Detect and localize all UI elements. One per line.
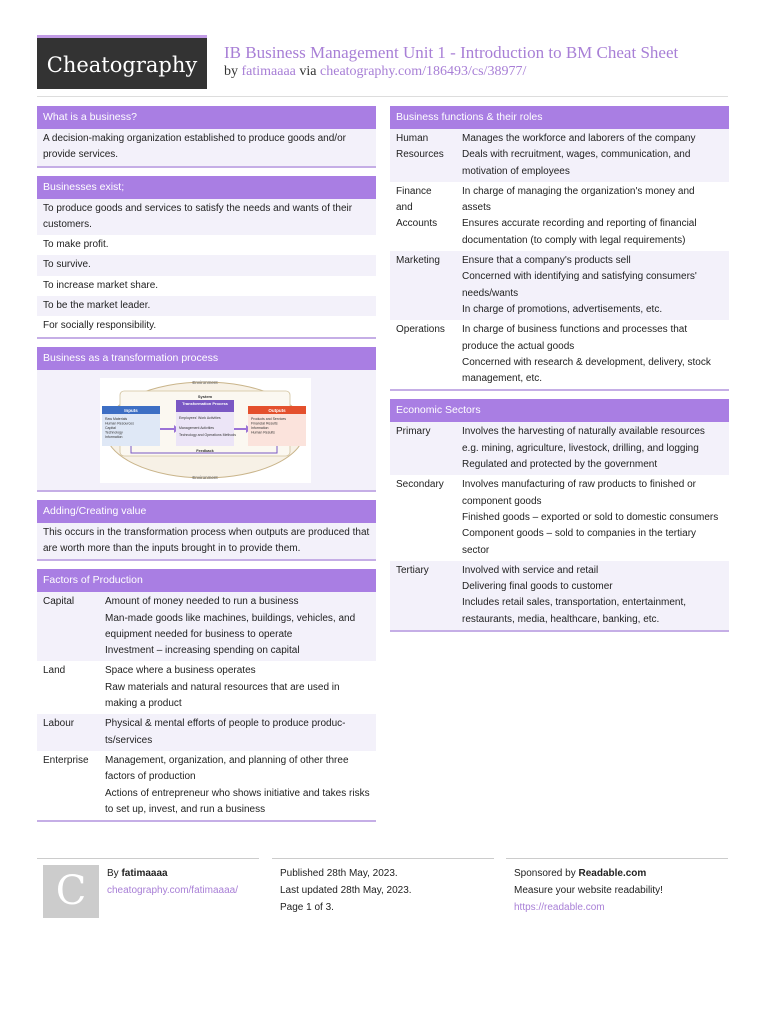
- table-row: [390, 422, 729, 475]
- list-item: To be the market leader.: [37, 296, 376, 316]
- outputs-label: Outputs: [268, 407, 286, 413]
- row-line: Amount of money needed to run a business: [105, 596, 299, 608]
- row-key: Tertiary: [396, 564, 429, 576]
- section-businesses-exist: [37, 176, 376, 339]
- table-row: [390, 182, 729, 251]
- process-item: Employees' Work Activities: [179, 415, 221, 420]
- row-line: Physical & mental efforts of people to produce produc-ts/services: [105, 718, 346, 746]
- section-factors-of-production: [37, 569, 376, 822]
- list-item: To produce goods and services to satisfy the needs and wants of their customers.: [37, 199, 376, 236]
- table-row: [390, 561, 729, 630]
- row-line: Actions of entrepreneur who shows initiative and takes risks to set up, invest, and run a business: [105, 787, 370, 815]
- row-value: [105, 594, 370, 659]
- row-line: Space where a business operates: [105, 665, 256, 677]
- row-line: Involves the harvesting of naturally available resources e.g. mining, agriculture, livestock, drilling, and logging: [462, 426, 705, 454]
- row-value: [105, 663, 370, 712]
- row-key: Land: [43, 665, 66, 677]
- page-number: Page 1 of 3.: [280, 902, 334, 913]
- inputs-item: Human Resources: [105, 421, 134, 426]
- row-line: Man-made goods like machines, buildings, vehicles, and equipment needed for business to operate: [105, 612, 356, 640]
- sponsor-link[interactable]: https://readable.com: [514, 902, 605, 913]
- footer-dates: [280, 865, 412, 916]
- footer-divider: [37, 858, 259, 859]
- row-value: [105, 753, 370, 818]
- row-value: [462, 477, 723, 558]
- environment-bottom-label: Environment: [192, 474, 218, 480]
- section-heading: Business as a transformation process: [37, 347, 376, 370]
- row-value: [462, 424, 723, 473]
- row-line: Involves manufacturing of raw products to finished or component goods: [462, 479, 697, 507]
- author-avatar[interactable]: [43, 865, 99, 918]
- footer-author-name: fatimaaaa: [121, 868, 168, 879]
- row-key: Human Resources: [396, 133, 444, 161]
- outputs-item: Human Results: [251, 430, 275, 435]
- row-key: Marketing: [396, 255, 440, 267]
- row-line: Component goods – sold to companies in the tertiary sector: [462, 528, 697, 556]
- row-key: Enterprise: [43, 754, 89, 766]
- row-line: Ensure that a company's products sell: [462, 255, 631, 267]
- system-label: System: [197, 393, 213, 399]
- transformation-diagram: [100, 378, 311, 483]
- table-row: [37, 592, 376, 661]
- avatar-letter: C: [55, 868, 87, 914]
- transformation-diagram-svg: [100, 378, 311, 483]
- process-item: Technology and Operations Methods: [179, 432, 237, 437]
- sponsor-tagline: Measure your website readability!: [514, 885, 663, 896]
- section-text: This occurs in the transformation process when outputs are produced that are worth more than the inputs brought in to provide them.: [37, 523, 376, 560]
- row-value: [462, 184, 723, 249]
- footer-divider: [506, 858, 728, 859]
- byline: [224, 64, 526, 80]
- row-line: Raw materials and natural resources that are used in making a product: [105, 681, 340, 710]
- list-item: For socially responsibility.: [37, 316, 376, 336]
- section-heading: Factors of Production: [37, 569, 376, 592]
- row-line: In charge of promotions, advertisements, etc.: [462, 303, 663, 315]
- table-row: [37, 714, 376, 751]
- byline-via: via: [295, 64, 321, 79]
- list-item: To increase market share.: [37, 276, 376, 296]
- section-text: A decision-making organization established to produce goods and/or provide services.: [37, 129, 376, 166]
- table-row: [37, 661, 376, 714]
- footer-author-link[interactable]: cheatography.com/fatimaaaa/: [107, 885, 239, 896]
- diagram-container: [37, 370, 376, 490]
- row-line: Finished goods – exported or sold to domestic consumers: [462, 511, 719, 523]
- section-economic-sectors: [390, 399, 729, 632]
- section-heading: Economic Sectors: [390, 399, 729, 422]
- row-key: Operations: [396, 324, 445, 336]
- table-row: [390, 251, 729, 320]
- right-column: [390, 106, 729, 640]
- sponsor-name: Readable.com: [578, 868, 647, 879]
- process-item: Management Activities: [179, 425, 215, 430]
- left-column: [37, 106, 376, 830]
- inputs-item: Information: [105, 434, 123, 439]
- row-line: Includes retail sales, transportation, entertainment, restaurants, media, healthcare, banking, etc.: [462, 597, 687, 625]
- row-line: Investment – increasing spending on capital: [105, 645, 300, 657]
- footer-divider: [272, 858, 494, 859]
- row-value: [462, 322, 723, 387]
- sheet-url-link[interactable]: cheatography.com/186493/cs/38977/: [320, 64, 527, 79]
- row-line: Delivering final goods to customer: [462, 581, 613, 593]
- environment-top-label: Environment: [192, 379, 218, 385]
- row-line: Ensures accurate recording and reporting of financial documentation (to comply with legal requirements): [462, 218, 697, 246]
- byline-prefix: by: [224, 64, 242, 79]
- outputs-item: Products and Services: [251, 416, 287, 421]
- sponsor-label: Sponsored by: [514, 868, 579, 879]
- row-value: [462, 563, 723, 628]
- footer-sponsor: [514, 865, 663, 916]
- footer-author-line: [107, 865, 238, 882]
- row-line: Concerned with research & development, delivery, stock management, etc.: [462, 356, 711, 385]
- section-heading: Businesses exist;: [37, 176, 376, 199]
- section-business-functions: [390, 106, 729, 391]
- footer-author: [107, 865, 238, 899]
- feedback-label: Feedback: [196, 448, 214, 453]
- row-key: Primary: [396, 426, 431, 438]
- row-line: Deals with recruitment, wages, communication, and motivation of employees: [462, 149, 691, 177]
- section-transformation-process: [37, 347, 376, 492]
- row-value: [462, 253, 723, 318]
- logo-text: Cheatography: [46, 53, 198, 77]
- section-adding-value: [37, 500, 376, 562]
- row-key: Capital: [43, 596, 75, 608]
- sponsor-line: [514, 865, 663, 882]
- page-title: IB Business Management Unit 1 - Introduction to BM Cheat Sheet: [224, 43, 679, 62]
- list-item: To survive.: [37, 255, 376, 275]
- cheatography-logo[interactable]: [37, 35, 207, 89]
- section-heading: What is a business?: [37, 106, 376, 129]
- process-label: Transformation Process: [182, 400, 228, 406]
- section-heading: Adding/Creating value: [37, 500, 376, 523]
- footer-by-label: By: [107, 868, 122, 879]
- row-key: Secondary: [396, 479, 444, 491]
- row-line: Concerned with identifying and satisfying consumers' needs/wants: [462, 271, 697, 299]
- section-heading: Business functions & their roles: [390, 106, 729, 129]
- list-item: To make profit.: [37, 235, 376, 255]
- inputs-label: Inputs: [124, 407, 138, 413]
- inputs-item: Capital: [105, 425, 116, 430]
- row-line: Management, organization, and planning of other three factors of production: [105, 754, 349, 783]
- outputs-item: Financial Results: [251, 421, 278, 426]
- table-row: [390, 129, 729, 182]
- updated-date: Last updated 28th May, 2023.: [280, 885, 412, 896]
- row-value: [462, 131, 723, 180]
- row-line: Involved with service and retail: [462, 564, 599, 576]
- row-key: Labour: [43, 718, 75, 730]
- row-key: Finance and Accounts: [396, 185, 438, 230]
- table-row: [390, 475, 729, 560]
- inputs-item: Technology: [105, 430, 123, 435]
- row-line: In charge of business functions and processes that produce the actual goods: [462, 324, 688, 352]
- row-line: In charge of managing the organization's money and assets: [462, 185, 695, 214]
- header-divider: [37, 96, 728, 97]
- row-line: Manages the workforce and laborers of the company: [462, 133, 696, 144]
- outputs-item: Information: [251, 425, 269, 430]
- inputs-item: Raw Materials: [105, 416, 128, 421]
- section-what-is-business: [37, 106, 376, 168]
- table-row: [37, 751, 376, 820]
- row-value: [105, 716, 370, 749]
- published-date: Published 28th May, 2023.: [280, 868, 398, 879]
- row-line: Regulated and protected by the government: [462, 459, 658, 471]
- author-link[interactable]: fatimaaaa: [241, 64, 296, 79]
- table-row: [390, 320, 729, 389]
